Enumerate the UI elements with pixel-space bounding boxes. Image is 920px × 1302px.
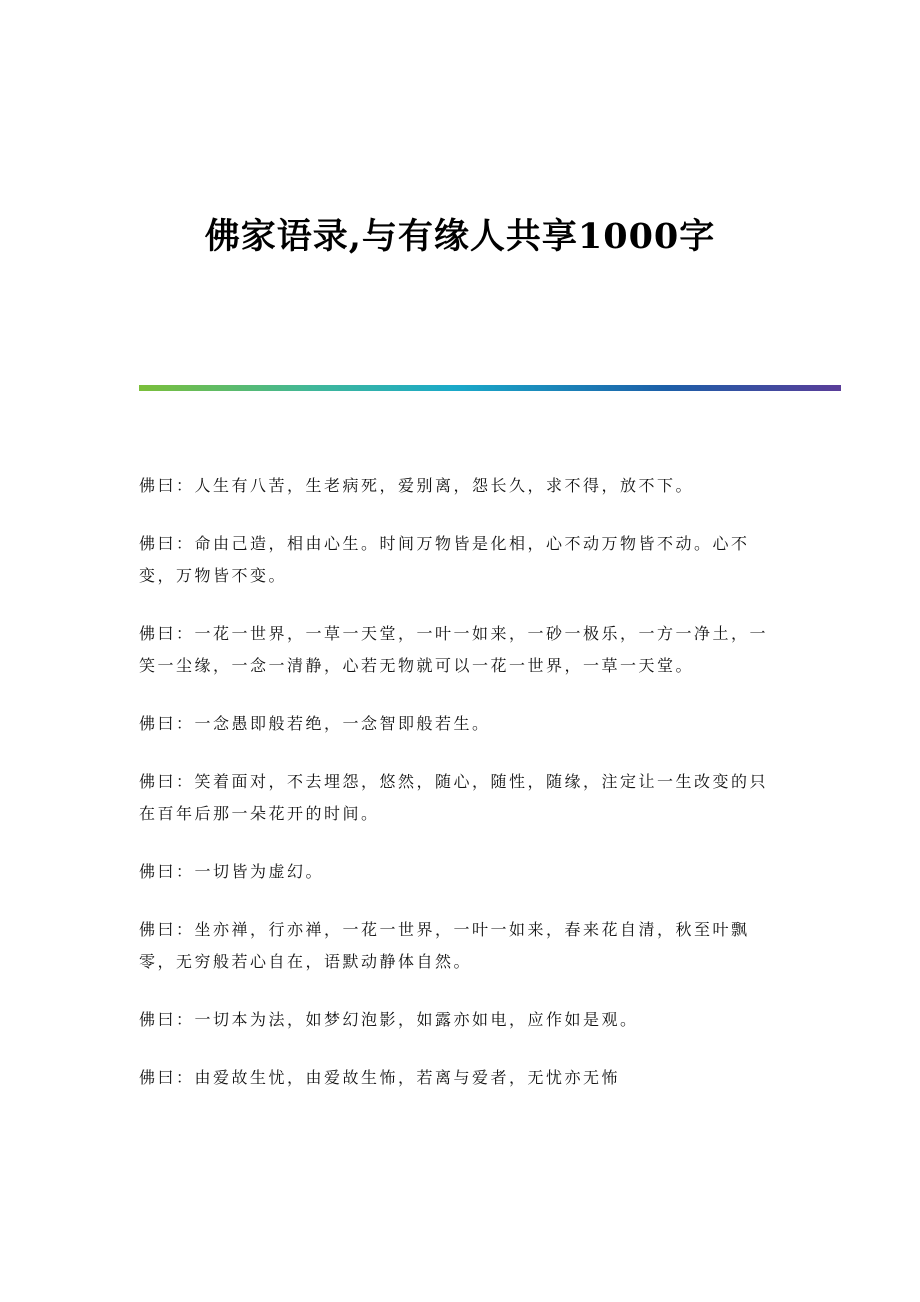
paragraph: 佛曰：人生有八苦，生老病死，爱别离，怨长久，求不得，放不下。 <box>139 476 695 495</box>
paragraph: 佛曰：一花一世界，一草一天堂，一叶一如来，一砂一极乐，一方一净土，一笑一尘缘，一念一清静，心若无物就可以一花一世界，一草一天堂。 <box>139 624 769 675</box>
paragraph: 佛曰：一切本为法，如梦幻泡影，如露亦如电，应作如是观。 <box>139 1010 639 1029</box>
gradient-divider <box>139 385 841 391</box>
document-body <box>139 470 771 1120</box>
paragraph: 佛曰：一念愚即般若绝，一念智即般若生。 <box>139 714 491 733</box>
paragraph: 佛曰：笑着面对，不去埋怨，悠然，随心，随性，随缘，注定让一生改变的只在百年后那一朵花开的时间。 <box>139 772 769 823</box>
paragraph: 佛曰：由爱故生忧，由爱故生怖，若离与爱者，无忧亦无怖 <box>139 1068 621 1087</box>
paragraph: 佛曰：一切皆为虚幻。 <box>139 862 325 881</box>
paragraph: 佛曰：命由己造，相由心生。时间万物皆是化相，心不动万物皆不动。心不变，万物皆不变。 <box>139 534 750 585</box>
paragraph: 佛曰：坐亦禅，行亦禅，一花一世界，一叶一如来，春来花自清，秋至叶飘零，无穷般若心自在，语默动静体自然。 <box>139 920 750 971</box>
document-title: 佛家语录,与有缘人共享1000字 <box>204 216 716 257</box>
